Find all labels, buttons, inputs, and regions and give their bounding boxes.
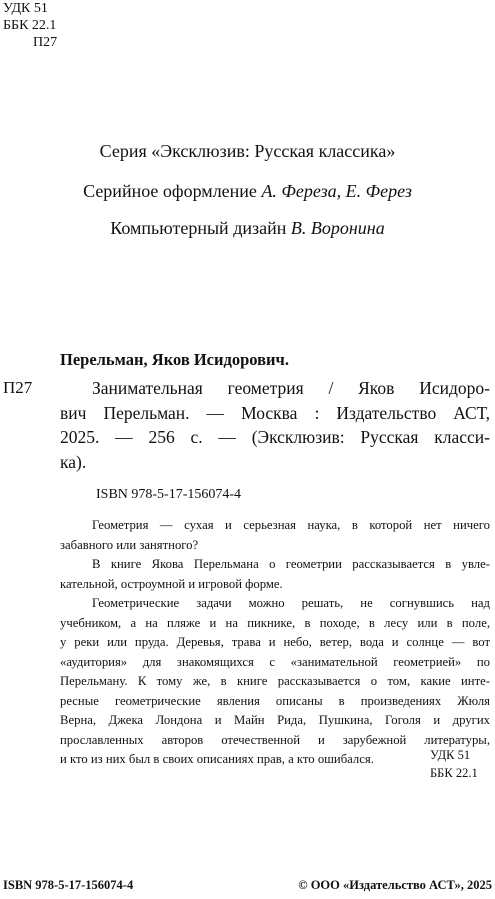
annotation-line: Перельману. К тому же, в книге рассказывается о том, какие инте- (60, 674, 490, 688)
classification-block-bottom (430, 746, 478, 782)
bib-line: Занимательная геометрия / Яков Исидоро- (92, 378, 490, 398)
annotation-line: и кто из них был в своих описаниях прав, а кто ошибался. (60, 752, 374, 766)
annotation-line: «аудитория» для знакомящихся с «занимательной геометрией» по (60, 654, 490, 669)
bib-isbn: ISBN 978-5-17-156074-4 (96, 487, 242, 502)
annotation-line: Верна, Джека Лондона и Майн Рида, Пушкина, Гоголя и других (60, 713, 490, 727)
bib-description (60, 376, 490, 474)
annotation-line: В книге Якова Перельмана о геометрии рассказывается в увле- (92, 557, 490, 571)
bib-author: Перельман, Яков Исидорович. (60, 350, 289, 369)
design-names: А. Фереза, Е. Ферез (261, 181, 412, 201)
bbk-code-bottom: ББК 22.1 (430, 766, 478, 780)
series-line: Серия «Эксклюзив: Русская классика» (99, 141, 396, 161)
computer-design-label: Компьютерный дизайн (110, 218, 291, 238)
computer-design-credit (0, 218, 495, 239)
annotation (60, 516, 490, 770)
udk-code: УДК 51 (3, 1, 48, 16)
bib-author-mark: П27 (3, 378, 33, 397)
annotation-line: кательной, остроумной и игровой форме. (60, 576, 283, 591)
classification-block-top (3, 0, 57, 51)
bib-line: 2025. — 256 с. — (Эксклюзив: Русская класси- (60, 427, 490, 447)
annotation-line: у реки или пруда. Деревья, трава и небо, ветер, вода и солнце — вот (60, 635, 490, 649)
design-credit (0, 181, 495, 202)
footer-isbn: ISBN 978-5-17-156074-4 (3, 878, 134, 892)
bib-line: вич Перельман. — Москва : Издательство АСТ, (60, 402, 490, 423)
annotation-line: прославленных авторов отечественной и зарубежной литературы, (60, 732, 490, 747)
annotation-line: забавного или занятного? (60, 537, 199, 552)
annotation-line: учебником, а на пляже и на пикнике, в походе, в лесу или в поле, (60, 615, 490, 630)
computer-design-name: В. Воронина (290, 218, 385, 238)
author-mark: П27 (33, 35, 58, 50)
annotation-line: Геометрические задачи можно решать, не согнувшись над (92, 596, 490, 610)
design-label: Серийное оформление (83, 181, 262, 201)
footer-copyright: © ООО «Издательство АСТ», 2025 (298, 878, 492, 892)
udk-code-bottom: УДК 51 (430, 748, 471, 762)
bbk-code: ББК 22.1 (3, 18, 57, 33)
bib-line: ка). (60, 451, 87, 472)
annotation-line: Геометрия — сухая и серьезная наука, в которой нет ничего (92, 518, 490, 532)
annotation-line: ресные геометрические явления описаны в произведениях Жюля (60, 693, 490, 708)
